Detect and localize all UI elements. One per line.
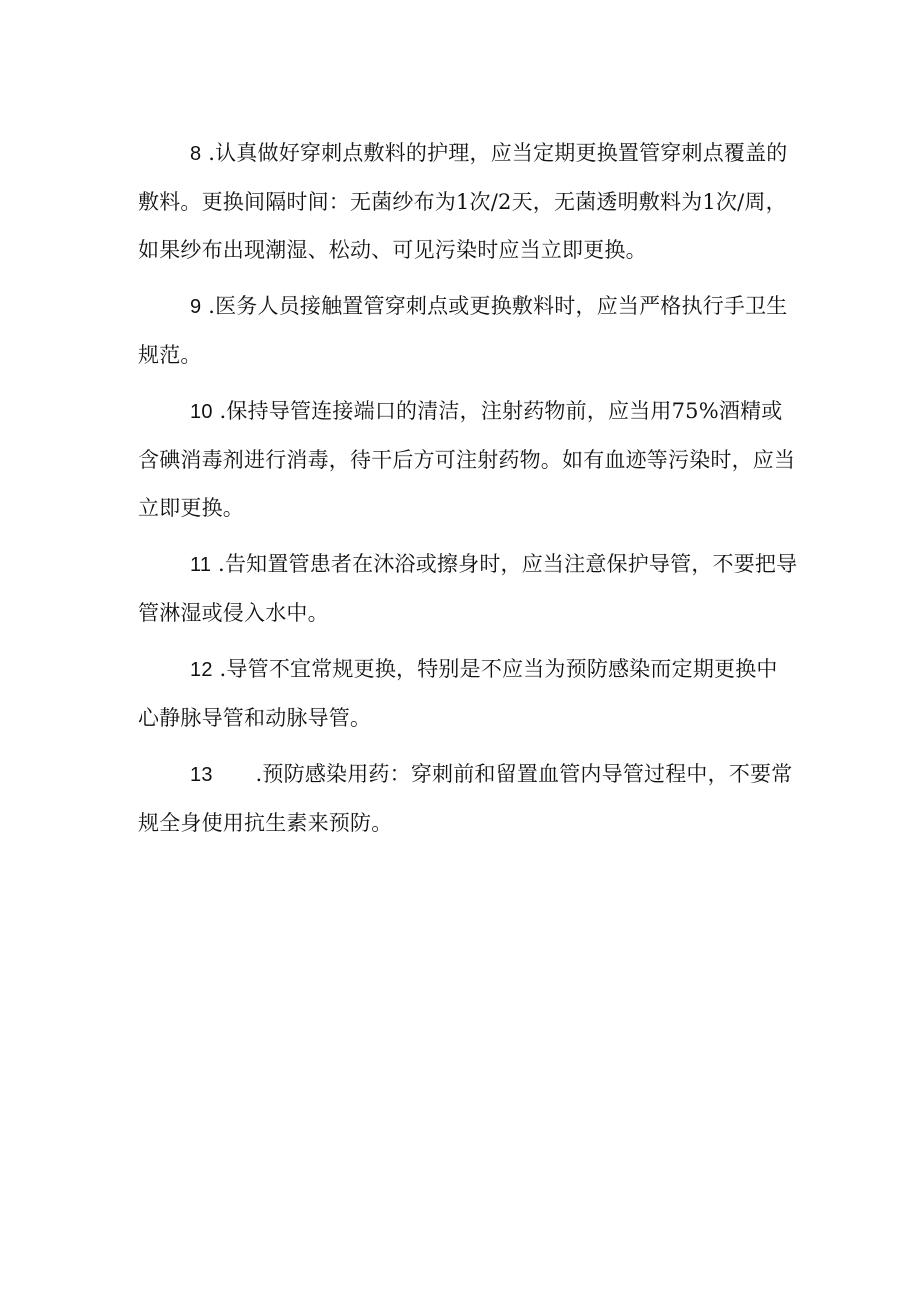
paragraph-13 (138, 750, 798, 847)
paragraph-12 (138, 645, 798, 742)
paragraph-number: 9 (190, 296, 202, 318)
paragraph-8 (138, 129, 798, 274)
paragraph-separator: . (201, 294, 216, 318)
paragraph-separator: . (201, 141, 216, 165)
paragraph-9 (138, 282, 798, 379)
paragraph-text: 导管不宜常规更换，特别是不应当为预防感染而定期更换中心静脉导管和动脉导管。 (138, 657, 778, 730)
paragraph-number: 12 (190, 659, 213, 681)
paragraph-text: 保持导管连接端口的清洁，注射药物前，应当用75%酒精或含碘消毒剂进行消毒，待干后方可注射药物。如有血迹等污染时，应当立即更换。 (138, 399, 796, 520)
paragraph-separator: . (211, 552, 225, 576)
document-body (138, 129, 798, 855)
paragraph-10 (138, 387, 798, 532)
paragraph-text: 预防感染用药：穿刺前和留置血管内导管过程中，不要常规全身使用抗生素来预防。 (138, 762, 793, 835)
paragraph-text: 医务人员接触置管穿刺点或更换敷料时，应当严格执行手卫生规范。 (138, 294, 788, 367)
paragraph-text: 认真做好穿刺点敷料的护理，应当定期更换置管穿刺点覆盖的敷料。更换间隔时间：无菌纱布为1次/2天，无菌透明敷料为1次/周，如果纱布出现潮湿、松动、可见污染时应当立即更换。 (138, 141, 788, 262)
paragraph-text: 告知置管患者在沐浴或擦身时，应当注意保护导管，不要把导管淋湿或侵入水中。 (138, 552, 798, 625)
paragraph-number: 10 (190, 401, 213, 423)
paragraph-number: 13 (190, 764, 213, 786)
paragraph-separator: . (212, 399, 227, 423)
paragraph-number: 11 (190, 554, 212, 576)
paragraph-separator: . (212, 657, 227, 681)
paragraph-separator: . (248, 762, 263, 786)
paragraph-11 (138, 540, 798, 637)
paragraph-number: 8 (190, 143, 202, 165)
